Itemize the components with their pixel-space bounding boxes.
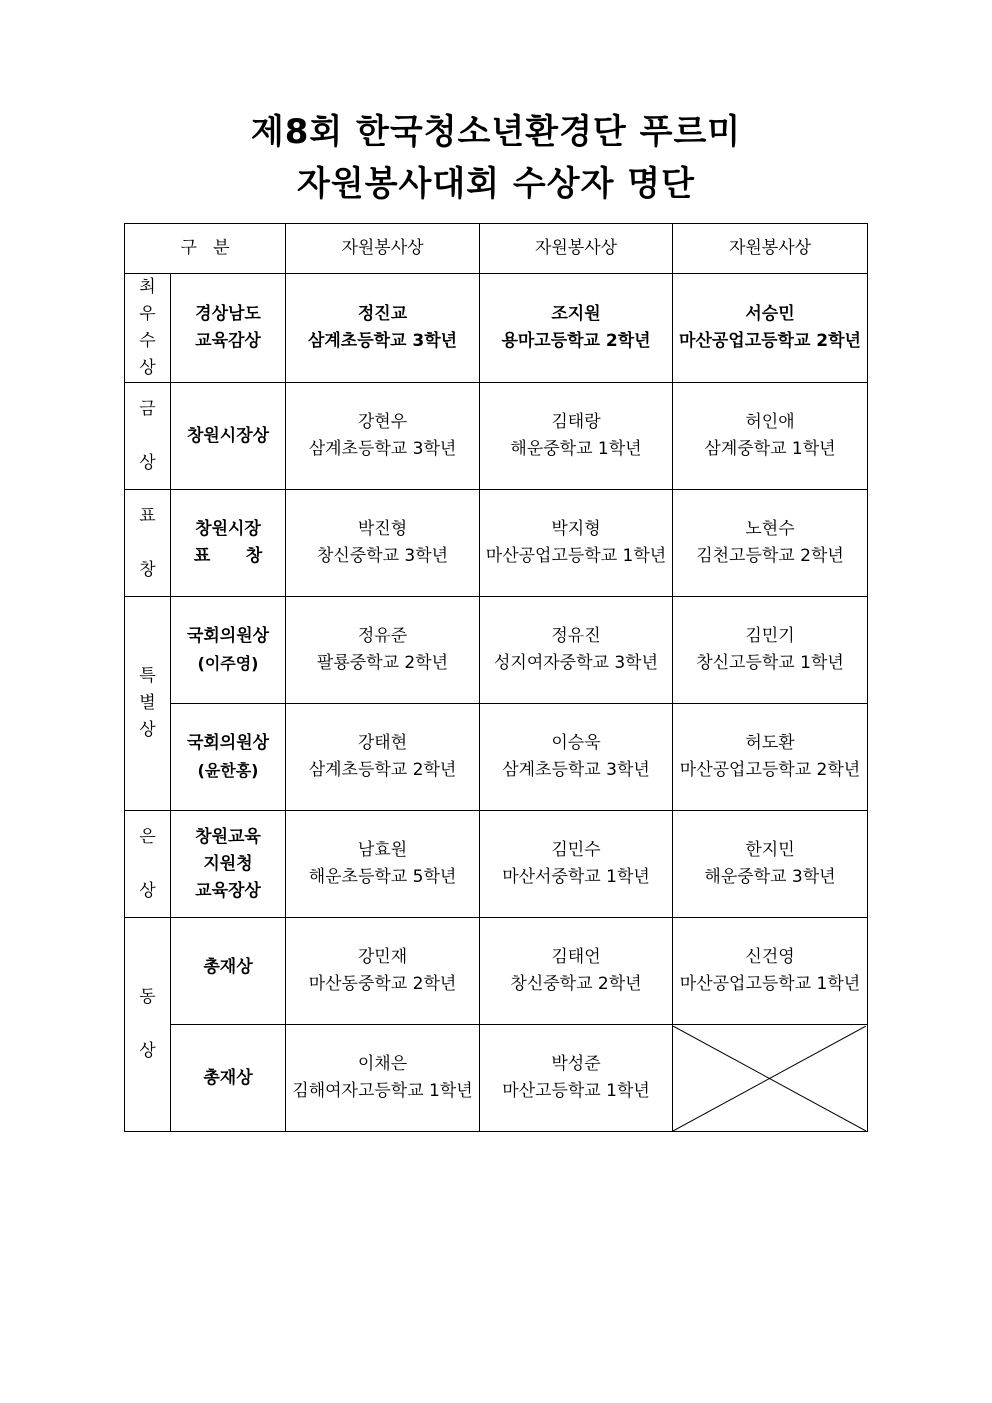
award-name [171,1025,286,1132]
award-name [171,918,286,1025]
award-name [171,597,286,704]
category-spacer [125,1011,170,1038]
category-char: 창 [139,559,156,580]
winner-school: 삼계초등학교 2학년 [308,760,457,780]
winner-school: 마산동중학교 2학년 [308,974,457,994]
category-char: 표 [139,505,156,526]
winner-cell [480,383,673,490]
winner-cell [480,1025,673,1132]
category-spacer [125,530,170,557]
winner-cell [673,704,868,811]
winner-name: 강민재 [357,947,408,967]
table-row [125,274,868,383]
winner-name: 조지원 [551,304,601,324]
category-char: 별 [139,693,156,713]
winner-cell [286,274,480,383]
winner-cell [286,1025,480,1132]
winner-school: 창신중학교 3학년 [316,546,449,566]
winner-school: 삼계초등학교 3학년 [307,331,458,351]
winner-cell [480,704,673,811]
winner-school: 마산공업고등학교 1학년 [679,974,861,994]
award-name-line: 지원청 [203,853,253,874]
award-category [125,383,171,490]
winner-name: 한지민 [745,840,795,860]
winner-name: 김태언 [551,947,601,967]
winner-cell [480,490,673,597]
winner-school: 마산공업고등학교 1학년 [485,546,667,566]
winner-name: 강태현 [357,733,408,753]
winner-name: 강현우 [357,412,408,432]
award-name-line: (윤한홍) [197,761,259,780]
category-char: 은 [139,826,156,847]
winner-school: 해운중학교 3학년 [704,867,836,887]
winner-school: 삼계중학교 1학년 [704,439,836,459]
category-char: 상 [139,358,156,378]
header-col3: 자원봉사상 [673,224,868,274]
winner-name: 신건영 [745,947,795,967]
winner-name: 이승욱 [551,733,601,753]
award-category [125,811,171,918]
winner-cell [480,274,673,383]
winner-school: 김천고등학교 2학년 [696,546,844,566]
winner-cell [286,704,480,811]
award-category [125,918,171,1132]
cross-out-mark [673,1026,866,1131]
category-char: 수 [139,331,156,351]
award-category [125,490,171,597]
winner-name: 정유준 [357,626,408,646]
winner-school: 해운중학교 1학년 [510,439,642,459]
winner-cell [480,811,673,918]
winner-cell [673,918,868,1025]
category-char: 상 [139,720,156,740]
winner-cell [673,597,868,704]
winner-school: 팔룡중학교 2학년 [316,653,449,673]
winner-school: 김해여자고등학교 1학년 [292,1081,473,1101]
header-col1: 자원봉사상 [286,224,480,274]
winner-name: 박지형 [551,519,601,539]
category-spacer [125,423,170,450]
award-name-line: 창원교육 [195,826,261,847]
winner-cell [286,597,480,704]
winner-name: 정유진 [551,626,601,646]
award-name-line: 총재상 [203,1067,253,1088]
category-char: 동 [139,987,156,1007]
winner-cell [286,811,480,918]
award-category [125,274,171,383]
winner-name: 허도환 [745,733,795,753]
award-name [171,490,286,597]
winner-name: 노현수 [745,519,795,539]
winner-school: 성지여자중학교 3학년 [493,653,659,673]
winner-name: 박성준 [551,1054,601,1074]
winner-school: 해운초등학교 5학년 [308,867,457,887]
table-row [125,811,868,918]
winner-school: 마산공업고등학교 2학년 [679,331,861,351]
category-char: 최 [139,277,156,297]
category-char: 특 [139,666,156,686]
winner-school: 삼계초등학교 3학년 [502,760,650,780]
award-category [125,597,171,811]
winner-cell [673,490,868,597]
winner-cell [286,918,480,1025]
winner-name: 김태랑 [551,412,601,432]
winner-school: 창신중학교 2학년 [510,974,642,994]
award-name-line: 국회의원상 [186,733,270,753]
winner-name: 허인애 [745,412,795,432]
category-char: 금 [139,398,156,419]
winner-school: 창신고등학교 1학년 [696,653,844,673]
table-row [125,597,868,704]
award-name-line: (이주영) [197,654,259,673]
header-col2: 자원봉사상 [480,224,673,274]
header-row [125,224,868,274]
award-name-line: 경상남도 [195,304,261,324]
award-name-line: 교육감상 [195,331,261,351]
award-name [171,811,286,918]
awards-table [124,223,868,1132]
table-row [125,490,868,597]
winner-school: 삼계초등학교 3학년 [308,439,457,459]
winner-cell [480,597,673,704]
winner-name: 서승민 [745,304,795,324]
winner-name: 남효원 [357,840,408,860]
category-char: 우 [139,304,156,324]
award-name-line: 창원시장상 [186,425,270,446]
winner-name: 박진형 [357,519,408,539]
award-name [171,704,286,811]
category-char: 상 [139,1041,156,1061]
winner-school: 마산서중학교 1학년 [502,867,650,887]
winner-school: 용마고등학교 2학년 [501,331,651,351]
award-name-line: 총재상 [203,957,253,977]
category-char: 상 [139,880,156,901]
winner-name: 정진교 [357,304,408,324]
table-row [125,918,868,1025]
winner-name: 이채은 [357,1054,408,1074]
table-row [125,704,868,811]
table-row [125,383,868,490]
award-name-line: 표 창 [193,546,263,566]
winner-cell [673,274,868,383]
award-name-line: 국회의원상 [186,626,270,646]
award-name-line: 창원시장 [195,519,261,539]
winner-cell [673,811,868,918]
empty-crossed-cell [673,1025,868,1132]
winner-cell [286,490,480,597]
winner-school: 마산고등학교 1학년 [502,1081,650,1101]
winner-cell [480,918,673,1025]
award-name [171,383,286,490]
category-spacer [125,851,170,878]
category-char: 상 [139,452,156,473]
winner-cell [673,383,868,490]
winner-school: 마산공업고등학교 2학년 [679,760,861,780]
header-category: 구 분 [125,224,286,274]
winner-cell [286,383,480,490]
document-title-line1: 제8회 한국청소년환경단 푸르미 [250,112,742,152]
award-name-line: 교육장상 [195,880,261,901]
award-name [171,274,286,383]
winner-name: 김민기 [745,626,795,646]
table-row [125,1025,868,1132]
winner-name: 김민수 [551,840,601,860]
document-title-line2: 자원봉사대회 수상자 명단 [297,164,695,204]
